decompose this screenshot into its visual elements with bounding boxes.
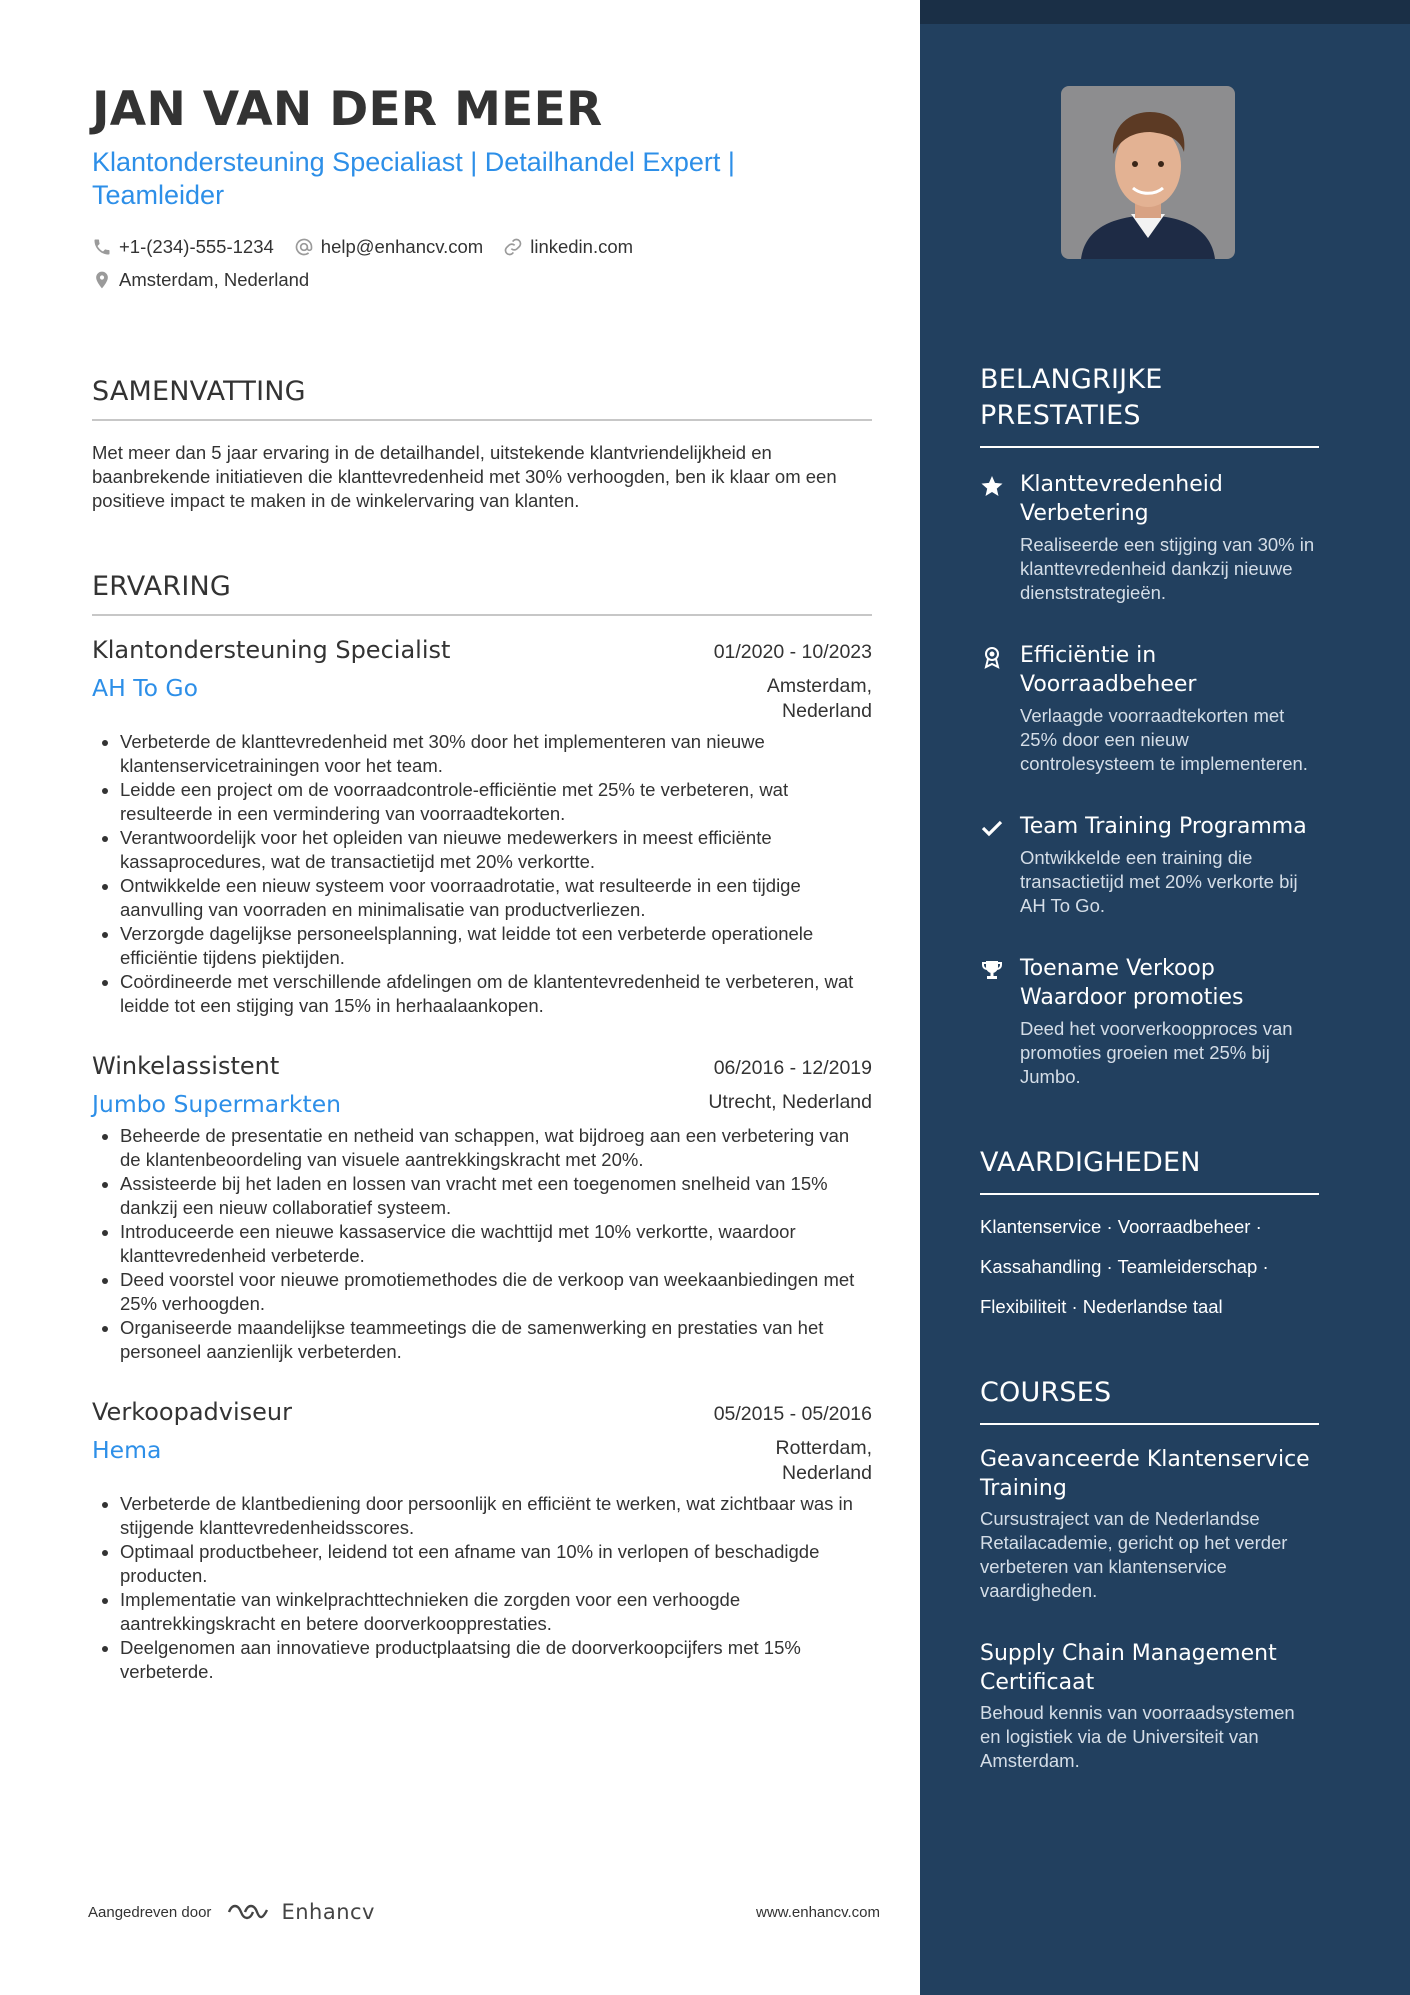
achievement-desc: Realiseerde een stijging van 30% in klanttevredenheid dankzij nieuwe dienststrategieën. <box>1020 534 1315 603</box>
main-column <box>92 80 872 1684</box>
bullet: • Implementatie van winkelprachttechnieken die zorgden voor een verhoogde aantrekkingskracht en betere doorverkoopprestaties. <box>120 1588 872 1636</box>
bullet: • Deed voorstel voor nieuwe promotiemethodes die de verkoop van weekaanbiedingen met 25% verhoogden. <box>120 1268 872 1316</box>
sidebar-content <box>980 362 1319 1773</box>
summary-text: Met meer dan 5 jaar ervaring in de detailhandel, uitstekende klantvriendelijkheid en baanbrekende initiatieven die klanttevredenheid met 30% verhoogden, ben ik klaar om een positieve impact te maken in de winkelervaring van klanten. <box>92 442 837 511</box>
bullet: • Optimaal productbeheer, leidend tot een afname van 10% in verlopen of beschadigde producten. <box>120 1540 872 1588</box>
sidebar <box>920 0 1410 1995</box>
achievement-item <box>980 954 1319 1089</box>
job-role: Winkelassistent <box>92 1052 280 1080</box>
achievement-title: Klanttevredenheid Verbetering <box>1020 472 1223 526</box>
enhancv-logo-icon <box>225 1900 273 1924</box>
candidate-name: JAN VAN DER MEER <box>92 82 603 137</box>
job-entry <box>92 636 872 1018</box>
contact-location <box>92 269 309 291</box>
bullet: • Coördineerde met verschillende afdelingen om de klantentevredenheid te verbeteren, wat leidde tot een stijging van 15% in herhaalaankopen. <box>120 970 872 1018</box>
bullet: • Ontwikkelde een nieuw systeem voor voorraadrotatie, wat resulteerde in een tijdige aanvulling van voorraden en minimalisatie van productverliezen. <box>120 874 872 922</box>
achievement-item <box>980 641 1319 776</box>
job-entry <box>92 1052 872 1364</box>
job-role: Klantondersteuning Specialist <box>92 636 451 664</box>
profile-photo <box>1061 86 1235 259</box>
achievements-heading: BELANGRIJKE PRESTATIES <box>980 362 1319 448</box>
achievement-desc: Verlaagde voorraadtekorten met 25% door een nieuw controlesysteem te implementeren. <box>1020 705 1308 774</box>
bullet: • Beheerde de presentatie en netheid van schappen, wat bijdroeg aan een verbetering van de klantenbeoordeling van visuele aantrekkingskracht met 20%. <box>120 1124 872 1172</box>
bullet: • Introduceerde een nieuwe kassaservice die wachttijd met 10% verkortte, waardoor klanttevredenheid verbeterde. <box>120 1220 872 1268</box>
job-role: Verkoopadviseur <box>92 1398 292 1426</box>
skills-line: Klantenservice · Voorraadbeheer · <box>980 1216 1262 1237</box>
achievement-title: Efficiëntie in Voorraadbeheer <box>1020 643 1197 697</box>
phone-text: +1-(234)-555-1234 <box>119 235 274 257</box>
at-icon <box>294 237 314 257</box>
bullet: • Deelgenomen aan innovatieve productplaatsing die de doorverkoopcijfers met 15% verbeterde. <box>120 1636 872 1684</box>
bullet: • Verzorgde dagelijkse personeelsplanning, wat leidde tot een verbeterde operationele efficiëntie tijdens piektijden. <box>120 922 872 970</box>
bullet: • Assisteerde bij het laden en lossen van vracht met een toegenomen snelheid van 15% dankzij een nieuw collaboratief systeem. <box>120 1172 872 1220</box>
location-text: Amsterdam, Nederland <box>119 268 310 290</box>
trophy-icon <box>980 958 1004 982</box>
achievement-title: Toename Verkoop Waardoor promoties <box>1020 956 1244 1010</box>
job-dates: 05/2015 - 05/2016 <box>713 1403 872 1425</box>
job-dates: 01/2020 - 10/2023 <box>713 641 872 663</box>
footer <box>88 1900 880 1924</box>
job-company: Jumbo Supermarkten <box>92 1090 342 1118</box>
bullet: • Verbeterde de klantbediening door persoonlijk en efficiënt te werken, wat zichtbaar was in stijgende klanttevredenheidsscores. <box>120 1492 872 1540</box>
footer-website[interactable]: www.enhancv.com <box>756 1903 880 1921</box>
contact-info <box>92 230 872 296</box>
course-title: Supply Chain Management Certificaat <box>980 1641 1277 1695</box>
course-item <box>980 1445 1319 1603</box>
skills-heading: VAARDIGHEDEN <box>980 1145 1319 1195</box>
job-dates: 06/2016 - 12/2019 <box>713 1057 872 1079</box>
course-desc: Behoud kennis van voorraadsystemen en logistiek via de Universiteit van Amsterdam. <box>980 1702 1295 1771</box>
sidebar-top-bar <box>920 0 1410 24</box>
skills-list <box>980 1207 1319 1327</box>
website-text: linkedin.com <box>530 235 634 257</box>
courses-heading: COURSES <box>980 1375 1319 1425</box>
job-entry <box>92 1398 872 1684</box>
experience-heading: ERVARING <box>92 571 872 616</box>
job-bullets <box>92 730 872 1018</box>
skills-line: Flexibiliteit · Nederlandse taal <box>980 1296 1223 1317</box>
link-icon <box>503 237 523 257</box>
enhancv-brand: Enhancv <box>281 1900 375 1924</box>
job-bullets <box>92 1124 872 1364</box>
contact-website[interactable] <box>503 236 633 258</box>
headline: Klantondersteuning Specialiast | Detailhandel Expert | Teamleider <box>92 147 735 210</box>
job-location: Amsterdam, Nederland <box>766 675 872 722</box>
job-company: AH To Go <box>92 674 199 702</box>
bullet: • Verantwoordelijk voor het opleiden van nieuwe medewerkers in meest efficiënte kassaprocedures, wat de transactietijd met 20% verkortte. <box>120 826 872 874</box>
achievement-title: Team Training Programma <box>1020 814 1307 839</box>
job-location: Rotterdam, Nederland <box>775 1437 872 1484</box>
job-bullets <box>92 1492 872 1684</box>
course-item <box>980 1639 1319 1773</box>
bullet: • Verbeterde de klanttevredenheid met 30% door het implementeren van nieuwe klantenservicetrainingen voor het team. <box>120 730 872 778</box>
course-desc: Cursustraject van de Nederlandse Retailacademie, gericht op het verder verbeteren van klantenservice vaardigheden. <box>980 1508 1288 1601</box>
powered-by[interactable] <box>88 1900 375 1924</box>
location-pin-icon <box>92 270 112 290</box>
contact-email[interactable] <box>294 236 483 258</box>
skills-line: Kassahandling · Teamleiderschap · <box>980 1256 1269 1277</box>
email-text: help@enhancv.com <box>320 235 484 257</box>
checkmark-icon <box>980 816 1004 840</box>
achievement-desc: Ontwikkelde een training die transactietijd met 20% verkorte bij AH To Go. <box>1020 847 1298 916</box>
job-location: Utrecht, Nederland <box>708 1091 872 1113</box>
job-company: Hema <box>92 1436 162 1464</box>
phone-icon <box>92 237 112 257</box>
bullet: • Leidde een project om de voorraadcontrole-efficiëntie met 25% te verbeteren, wat resulteerde in een vermindering van voorraadtekorten. <box>120 778 872 826</box>
award-ribbon-icon <box>980 645 1004 669</box>
bullet: • Organiseerde maandelijkse teammeetings die de samenwerking en prestaties van het personeel aanzienlijk verbeterden. <box>120 1316 872 1364</box>
summary-heading: SAMENVATTING <box>92 376 872 421</box>
course-title: Geavanceerde Klantenservice Training <box>980 1447 1310 1501</box>
contact-phone[interactable] <box>92 236 274 258</box>
star-icon <box>980 474 1004 498</box>
achievement-item <box>980 470 1319 605</box>
achievement-item <box>980 812 1319 918</box>
achievement-desc: Deed het voorverkoopproces van promoties groeien met 25% bij Jumbo. <box>1020 1018 1293 1087</box>
powered-by-label: Aangedreven door <box>88 1903 212 1921</box>
